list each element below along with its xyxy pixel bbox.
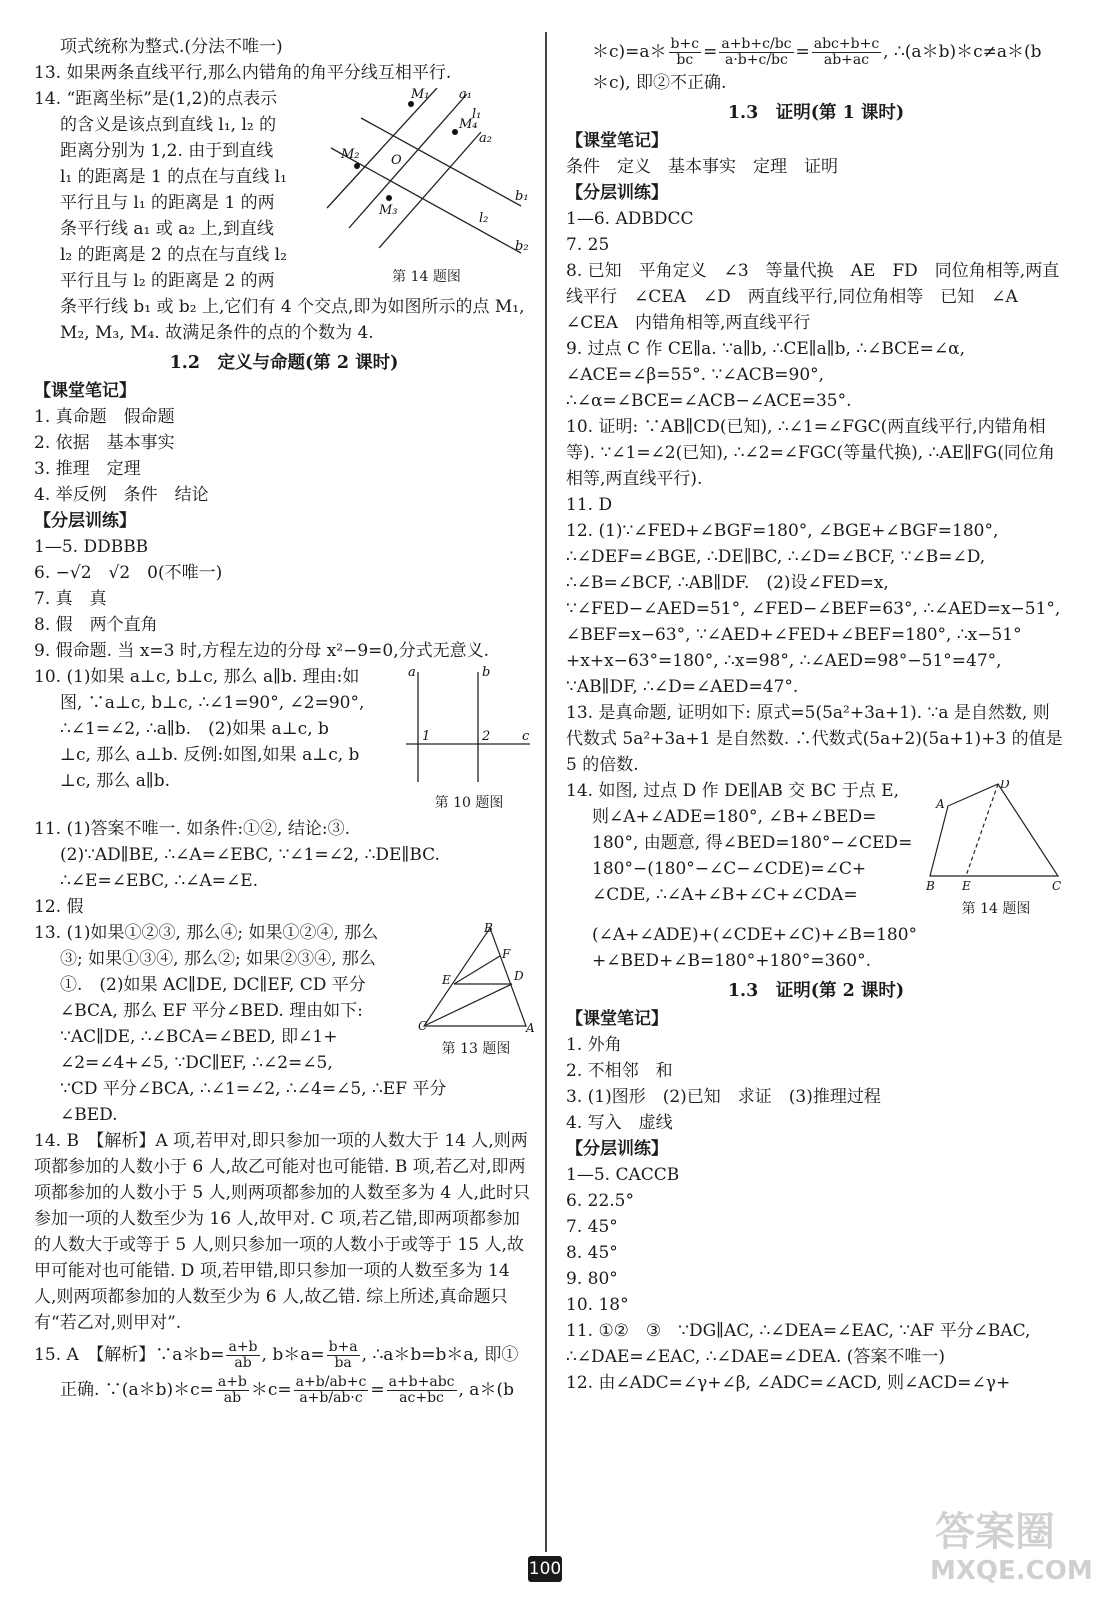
inner-num: b+c — [741, 36, 770, 52]
svg-text:a₁: a₁ — [459, 88, 472, 102]
answer-c-11: 11. ①② ③ ∵DG∥AC, ∴∠DEA=∠EAC, ∵AF 平分∠BAC, ∴∠DAE=∠EAC, ∴∠DAE=∠DEA. (答案不唯一) — [566, 1321, 1031, 1367]
answer-13-line8: ∠BED. — [60, 1105, 118, 1125]
answer-14a-line6: 条平行线 a₁ 或 a₂ 上,到直线 — [60, 219, 274, 239]
dot-c: ·c — [350, 1390, 363, 1406]
a-dot: a· — [724, 52, 738, 68]
svg-text:D: D — [514, 969, 524, 983]
svg-text:F: F — [502, 947, 511, 961]
figure-10 — [404, 666, 534, 812]
answer-c-10: 10. 18° — [566, 1295, 629, 1315]
answer-9: 9. 假命题. 当 x=3 时,方程左边的分母 x²−9=0,分式无意义. — [34, 641, 490, 661]
answer-b-11: 11. D — [566, 495, 613, 515]
answer-b-1-6: 1—6. ADBDCC — [566, 209, 694, 229]
answer-11-line3: ∴∠E=∠EBC, ∴∠A=∠E. — [60, 871, 259, 891]
answer-15-text-b: , b＊a= — [261, 1345, 325, 1365]
answer-c-6: 6. 22.5° — [566, 1191, 634, 1211]
answer-b-14-line2: 则∠A+∠ADE=180°, ∠B+∠BED= — [592, 807, 877, 827]
column-divider — [545, 32, 547, 1552]
cont-text-b: , ∴(a＊b)＊c≠a＊(b — [883, 42, 1042, 62]
compound-fraction — [294, 1375, 369, 1406]
note-1: 1. 真命题 假命题 — [34, 407, 175, 427]
answer-b-9: 9. 过点 C 作 CE∥a. ∵a∥b, ∴CE∥a∥b, ∴∠BCE=∠α, ∠ACE=∠β=55°. ∵∠ACB=90°, ∴∠α=∠BCE=∠ACB−∠ACE=35°. — [566, 339, 965, 411]
note3-1: 1. 外角 — [566, 1035, 622, 1055]
inner-num-2: a+b — [299, 1390, 329, 1406]
compound-fraction-2 — [719, 37, 793, 68]
answer-c-1-5: 1—5. CACCB — [566, 1165, 680, 1185]
note3-3: 3. (1)图形 (2)已知 求证 (3)推理过程 — [566, 1087, 881, 1107]
answer-b-14-line5: ∠CDE, ∴∠A+∠B+∠C+∠CDA= — [592, 885, 858, 905]
svg-text:E: E — [442, 973, 451, 987]
class-notes-label-3: 【课堂笔记】 — [566, 1009, 668, 1029]
frac-num: a+b+abc — [388, 1374, 455, 1390]
frac-den: ab — [234, 1355, 252, 1371]
answer-b-10: 10. 证明: ∵AB∥CD(已知), ∴∠1=∠FGC(两直线平行,内错角相等). ∵∠1=∠2(已知), ∴∠2=∠FGC(等量代换), ∴AE∥FG(同位角相等,两直线平行). — [566, 417, 1055, 489]
answer-b-14-tail: (∠A+∠ADE)+(∠CDE+∠C)+∠B=180°+∠BED+∠B=180°+180°=360°. — [592, 925, 918, 971]
answer-15-continued — [566, 34, 1066, 70]
answer-c-7: 7. 45° — [566, 1217, 618, 1237]
answer-b-12: 12. (1)∵∠FED+∠BGF=180°, ∠BGE+∠BGF=180°, ∴∠DEF=∠BGE, ∴DE∥BC, ∴∠D=∠BCF, ∵∠B=∠D, ∴∠B=∠BCF, ∴AB∥DF. (2)设∠FED=x, ∵∠FED−∠AED=51°, ∠FED−∠BEF=63°, ∴∠AED=x−51°, ∠BEF=x−63°, ∵∠AED+∠FED+∠BEF=180°, ∴x−51°+x+x−63°=180°, ∴x=98°, ∴∠AED=98°−51°=47°, ∵AB∥DF, ∴∠D=∠AED=47°. — [566, 521, 1061, 697]
svg-text:A: A — [936, 797, 945, 811]
svg-text:M₄: M₄ — [459, 117, 478, 132]
answer-15-line1 — [34, 1340, 534, 1371]
svg-text:B: B — [926, 879, 935, 892]
svg-text:M₂: M₂ — [341, 147, 360, 162]
frac-den: bc — [676, 52, 694, 68]
answer-13-line4: ∠BCA, 那么 EF 平分∠BED. 理由如下: — [60, 1001, 363, 1021]
answer-b-14-line4: 180°−(180°−∠C−∠CDE)=∠C+ — [592, 859, 867, 879]
plus-c: +c — [346, 1374, 367, 1390]
cont-equals-1: = — [703, 42, 718, 62]
answer-10-line2: 图, ∵a⊥c, b⊥c, ∴∠1=90°, ∠2=90°, — [60, 693, 365, 713]
frac-num: a+b/ab+c — [295, 1374, 367, 1390]
inner-num-2: b+c — [737, 52, 767, 68]
answer-15-text-c: , ∴a＊b=b＊a, 即① — [361, 1345, 519, 1365]
answer-10-line1: 10. (1)如果 a⊥c, b⊥c, 那么 a∥b. 理由:如 — [34, 667, 360, 687]
answer-14a-line8: 平行且与 l₂ 的距离是 2 的两 — [60, 271, 275, 291]
frac-den: a·b+c/bc — [724, 52, 788, 68]
svg-text:a₂: a₂ — [479, 131, 492, 146]
answer-14a-tail: 条平行线 b₁ 或 b₂ 上,它们有 4 个交点,即为如图所示的点 M₁, M₂, M₃, M₄. 故满足条件的点的个数为 4. — [60, 297, 525, 343]
answer-b-14-line1: 14. 如图, 过点 D 作 DE∥AB 交 BC 于点 E, — [566, 781, 899, 801]
answer-15-text-f: , a＊(b — [458, 1380, 514, 1400]
answer-c-8: 8. 45° — [566, 1243, 618, 1263]
svg-text:l₁: l₁ — [472, 107, 482, 122]
answer-b-14-line3: 180°, 由题意, 得∠BED=180°−∠CED= — [592, 833, 913, 853]
svg-text:D: D — [1000, 780, 1010, 791]
note3-4: 4. 写入 虚线 — [566, 1113, 673, 1133]
svg-text:b₁: b₁ — [515, 189, 529, 204]
training-label-2: 【分层训练】 — [566, 183, 668, 203]
figure-14a-drawing — [319, 88, 534, 260]
answer-14a-line3: 距离分别为 1,2. 由于到直线 — [60, 141, 274, 161]
training-label: 【分层训练】 — [34, 511, 136, 531]
svg-text:C: C — [418, 1019, 428, 1032]
fraction-b-plus-a-over-ba — [327, 1340, 360, 1371]
note-2: 2. 依据 基本事实 — [34, 433, 175, 453]
answer-13a: 13. 如果两条直线平行,那么内错角的角平分线互相平行. — [34, 63, 452, 83]
figure-14a-caption: 第 14 题图 — [392, 269, 461, 285]
answer-8: 8. 假 两个直角 — [34, 615, 158, 635]
inner-num: a+b — [295, 1374, 325, 1390]
frac-num: a+b+c/bc — [721, 36, 792, 52]
svg-text:E: E — [962, 879, 971, 892]
watermark-url: MXQE.COM — [930, 1556, 1093, 1586]
figure-10-caption: 第 10 题图 — [434, 795, 504, 811]
answer-c-9: 9. 80° — [566, 1269, 618, 1289]
section-title-1-3-b: 1.3 证明(第 2 课时) — [727, 981, 905, 1001]
svg-text:A: A — [526, 1021, 534, 1032]
frac-den: ab+ac — [823, 52, 870, 68]
note3-2: 2. 不相邻 和 — [566, 1061, 673, 1081]
left-column — [34, 34, 534, 1409]
svg-text:M₁: M₁ — [411, 88, 430, 102]
watermark-logo: 答案圈 — [935, 1509, 1055, 1555]
answer-12: 12. 假 — [34, 897, 84, 917]
answer-b-7: 7. 25 — [566, 235, 610, 255]
svg-text:a: a — [408, 666, 416, 680]
answer-15-equals: = — [370, 1380, 385, 1400]
figure-14b — [926, 780, 1066, 918]
figure-10-drawing — [404, 666, 534, 786]
a-plus: a+ — [721, 36, 742, 52]
note-4: 4. 举反例 条件 结论 — [34, 485, 209, 505]
answer-15-text-e: ＊c= — [250, 1380, 292, 1400]
notes-2: 条件 定义 基本事实 定理 证明 — [566, 157, 838, 177]
answer-6: 6. −√2 √2 0(不唯一) — [34, 563, 223, 583]
answer-11-line2: (2)∵AD∥BE, ∴∠A=∠EBC, ∵∠1=∠2, ∴DE∥BC. — [60, 845, 440, 865]
svg-text:b: b — [482, 666, 491, 680]
figure-13 — [418, 922, 534, 1058]
frac-den: ba — [334, 1355, 352, 1371]
frac-num: b+c — [670, 36, 700, 52]
svg-text:C: C — [1052, 879, 1062, 892]
cont-text-a: ＊c)=a＊ — [592, 42, 667, 62]
answer-14a-line2: 的含义是该点到直线 l₁, l₂ 的 — [60, 115, 277, 135]
svg-text:b₂: b₂ — [515, 239, 529, 254]
frac-num: a+b — [217, 1374, 247, 1390]
answer-11-line1: 11. (1)答案不唯一. 如条件:①②, 结论:③. — [34, 819, 350, 839]
answer-13-line5: ∵AC∥DE, ∴∠BCA=∠BED, 即∠1+ — [60, 1027, 338, 1047]
answer-15-end: ＊c), 即②不正确. — [592, 73, 727, 93]
fraction-a-plus-b-over-ab-2 — [216, 1375, 249, 1406]
answer-14a-line1: 14. “距离坐标”是(1,2)的点表示 — [34, 89, 278, 109]
figure-13-drawing — [418, 922, 534, 1032]
cont-equals-2: = — [795, 42, 810, 62]
svg-text:l₂: l₂ — [479, 211, 489, 226]
frac-den: a+b/ab·c — [299, 1390, 363, 1406]
answer-b-13: 13. 是真命题, 证明如下: 原式=5(5a²+3a+1). ∵a 是自然数, 则代数式 5a²+3a+1 是自然数. ∴代数式(5a+2)(5a+1)+3 的值是 5 的倍数. — [566, 703, 1063, 775]
fraction-b-plus-c-over-bc — [669, 37, 702, 68]
fraction-result-2 — [812, 37, 881, 68]
answer-7: 7. 真 真 — [34, 589, 107, 609]
answer-14a-line5: 平行且与 l₁ 的距离是 1 的两 — [60, 193, 275, 213]
figure-14a — [319, 88, 534, 286]
frac-den: ab — [223, 1390, 242, 1406]
frac-num: a+b — [228, 1339, 258, 1355]
answer-13-line2: ③; 如果①③④, 那么②; 如果②③④, 那么 — [60, 949, 376, 969]
class-notes-label-2: 【课堂笔记】 — [566, 131, 668, 151]
answer-15-text-a: 15. A 【解析】∵a＊b= — [34, 1345, 225, 1365]
inner-den: ab — [329, 1374, 347, 1390]
frac-num: abc+b+c — [813, 36, 880, 52]
answer-13-line3: ①. (2)如果 AC∥DE, DC∥EF, CD 平分 — [60, 975, 366, 995]
intro-line: 项式统称为整式.(分法不唯一) — [60, 37, 283, 57]
answer-c-12: 12. 由∠ADC=∠γ+∠β, ∠ADC=∠ACD, 则∠ACD=∠γ+ — [566, 1373, 1011, 1393]
answer-13-line1: 13. (1)如果①②③, 那么④; 如果①②④, 那么 — [34, 923, 379, 943]
answer-14b: 14. B 【解析】A 项,若甲对,即只参加一项的人数大于 14 人,则两项都参加的人数小于 6 人,故乙可能对也可能错. B 项,若乙对,即两项都参加的人数小于 5 人,则两项都参加的人数至多为 4 人,此时只参加一项的人数至少为 16 人,故甲对. C 项,若乙错,即两项都参加的人数大于或等于 5 人,则只参加一项的人数小于或等于 15 人,故甲可能对也可能错. D 项,若甲错,即只参加一项的人数至多为 14 人,则两项都参加的人数至少为 6 人,故乙错. 综上所述,真命题只有“若乙对,则甲对”. — [34, 1131, 531, 1333]
note-3: 3. 推理 定理 — [34, 459, 141, 479]
inner-den-2: ab — [333, 1390, 351, 1406]
answer-15-text-d: 正确. ∵(a＊b)＊c= — [60, 1380, 214, 1400]
answer-10-line4: ⊥c, 那么 a⊥b. 反例:如图,如果 a⊥c, b — [60, 745, 360, 765]
answer-14a-line4: l₁ 的距离是 1 的点在与直线 l₁ — [60, 167, 287, 187]
training-label-3: 【分层训练】 — [566, 1139, 668, 1159]
inner-den-2: bc — [771, 52, 788, 68]
figure-13-caption: 第 13 题图 — [441, 1041, 511, 1057]
answer-10-line3: ∴∠1=∠2, ∴a∥b. (2)如果 a⊥c, b — [60, 719, 329, 739]
class-notes-label: 【课堂笔记】 — [34, 381, 136, 401]
svg-text:c: c — [522, 729, 530, 744]
figure-14b-caption: 第 14 题图 — [961, 901, 1031, 917]
section-title-1-3-a: 1.3 证明(第 1 课时) — [727, 103, 905, 123]
fraction-a-plus-b-over-ab — [226, 1340, 259, 1371]
fraction-result — [387, 1375, 457, 1406]
frac-num: b+a — [328, 1339, 358, 1355]
figure-14b-drawing — [926, 780, 1066, 892]
answer-13-line6: ∠2=∠4+∠5, ∵DC∥EF, ∴∠2=∠5, — [60, 1053, 333, 1073]
page-number: 100 — [528, 1556, 562, 1582]
answer-b-8: 8. 已知 平角定义 ∠3 等量代换 AE FD 同位角相等,两直线平行 ∠CEA ∠D 两直线平行,同位角相等 已知 ∠A ∠CEA 内错角相等,两直线平行 — [566, 261, 1060, 333]
right-column — [566, 34, 1066, 1396]
answer-14a-line7: l₂ 的距离是 2 的点在与直线 l₂ — [60, 245, 287, 265]
answer-13-line7: ∵CD 平分∠BCA, ∴∠1=∠2, ∴∠4=∠5, ∴EF 平分 — [60, 1079, 447, 1099]
answer-10-line5: ⊥c, 那么 a∥b. — [60, 771, 170, 791]
answer-15-line2 — [34, 1371, 534, 1409]
answer-1-5: 1—5. DDBBB — [34, 537, 149, 557]
svg-text:1: 1 — [422, 729, 431, 744]
svg-text:O: O — [391, 153, 402, 168]
svg-text:M₃: M₃ — [379, 203, 398, 218]
inner-den: bc — [774, 36, 792, 52]
svg-text:B: B — [484, 922, 493, 935]
frac-den: ac+bc — [399, 1390, 444, 1406]
section-title-1-2: 1.2 定义与命题(第 2 课时) — [169, 353, 399, 373]
svg-text:2: 2 — [482, 729, 491, 744]
